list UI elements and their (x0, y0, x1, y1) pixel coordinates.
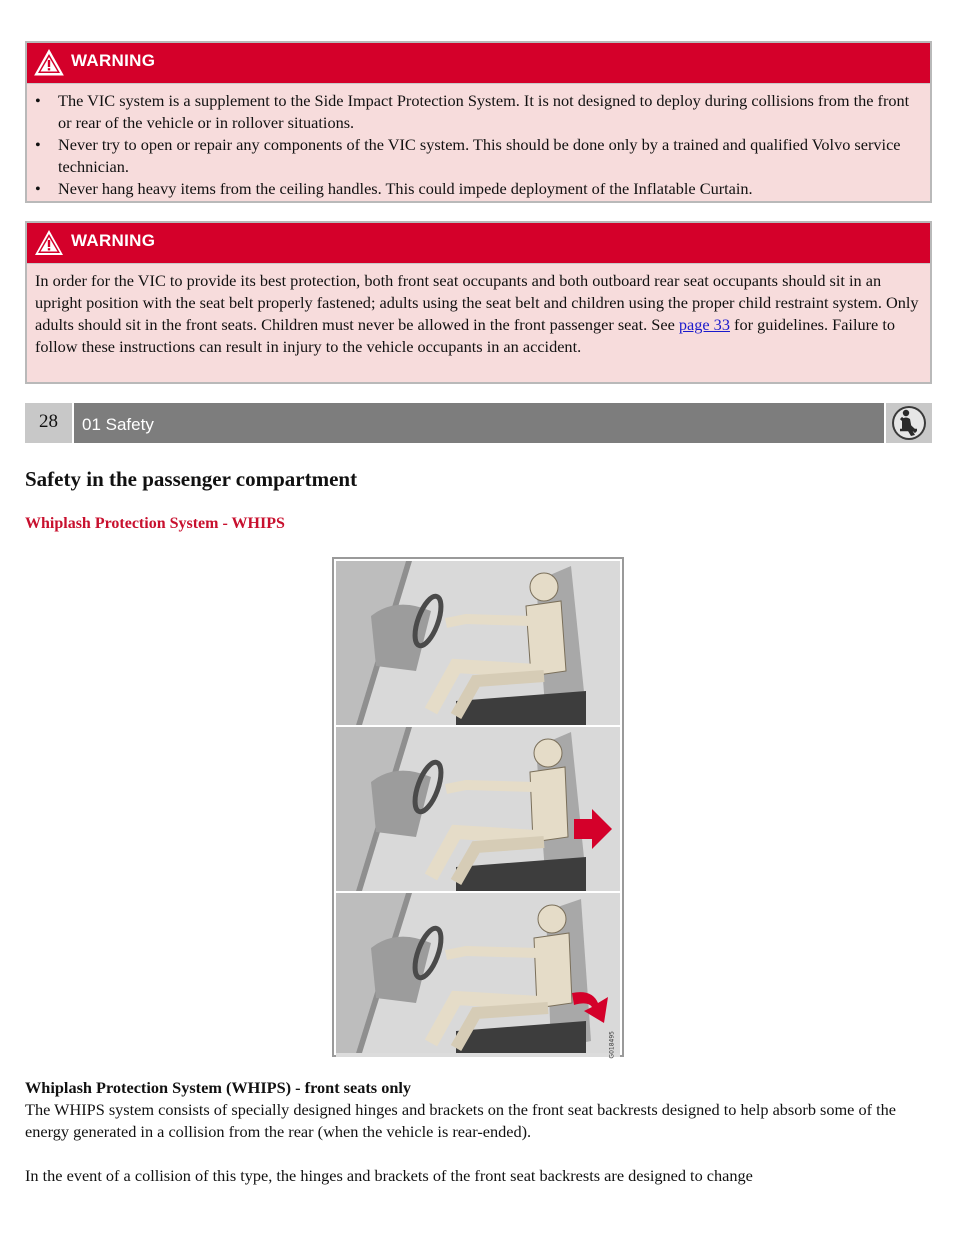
warning-header-2 (27, 223, 930, 264)
warning-triangle-icon (33, 228, 65, 258)
warning-paragraph: In order for the VIC to provide its best protection, both front seat occupants and both outboard rear seat occupants should sit in an upright position with the seat belt properly fastened; adults using the seat belt and children using the proper child restraint system. Only adults should sit in the front seats. Children must never be allowed in the front passenger seat. See page 33 for guidelines. Failure to follow these instructions can result in injury to the vehicle occupants in an accident. (35, 271, 919, 356)
body-paragraph-2: In the event of a collision of this type, the hinges and brackets of the front seat backrests are designed to change (25, 1166, 753, 1185)
body-paragraph-1: The WHIPS system consists of specially designed hinges and brackets on the front seat backrests designed to help absorb some of the energy generated in a collision from the rear (when the vehicle is rear-ended). (25, 1100, 897, 1141)
section-header-bar (25, 403, 932, 443)
warning-body-2 (27, 264, 930, 364)
dummy-backrest-tilt-illustration (336, 893, 620, 1053)
illustration-panel-1 (336, 561, 620, 725)
warning-item: • Never try to open or repair any components of the VIC system. This should be done only by a trained and qualified Volvo service technician. (35, 135, 901, 176)
dummy-rear-impact-illustration (336, 727, 620, 891)
page-number: 28 (25, 403, 72, 443)
body-bold-title: Whiplash Protection System (WHIPS) - front seats only (25, 1078, 412, 1097)
warning-box-1 (25, 41, 932, 203)
page-heading: Safety in the passenger compartment (25, 467, 358, 491)
illustration-panel-3 (336, 893, 620, 1057)
warning-title-2: WARNING (71, 231, 156, 250)
section-title: 01 Safety (74, 403, 884, 443)
warning-item: • Never hang heavy items from the ceiling handles. This could impede deployment of the Inflatable Curtain. (35, 179, 753, 198)
warning-body-1 (27, 84, 930, 206)
section-icon-box (886, 403, 932, 443)
warning-box-2 (25, 221, 932, 384)
page-33-link[interactable]: page 33 (678, 315, 730, 334)
seatbelt-icon (886, 403, 932, 443)
figure-code: G018495 (609, 1031, 616, 1059)
warning-triangle-icon (33, 48, 65, 78)
section-subheading: Whiplash Protection System - WHIPS (25, 515, 285, 532)
warning-header-1 (27, 43, 930, 84)
whips-illustration (332, 557, 624, 1057)
dummy-seated-illustration (336, 561, 620, 725)
warning-title-1: WARNING (71, 51, 156, 70)
warning-item: • The VIC system is a supplement to the Side Impact Protection System. It is not designed to deploy during collisions from the front or rear of the vehicle or in rollover situations. (35, 91, 910, 132)
illustration-panel-2 (336, 727, 620, 891)
